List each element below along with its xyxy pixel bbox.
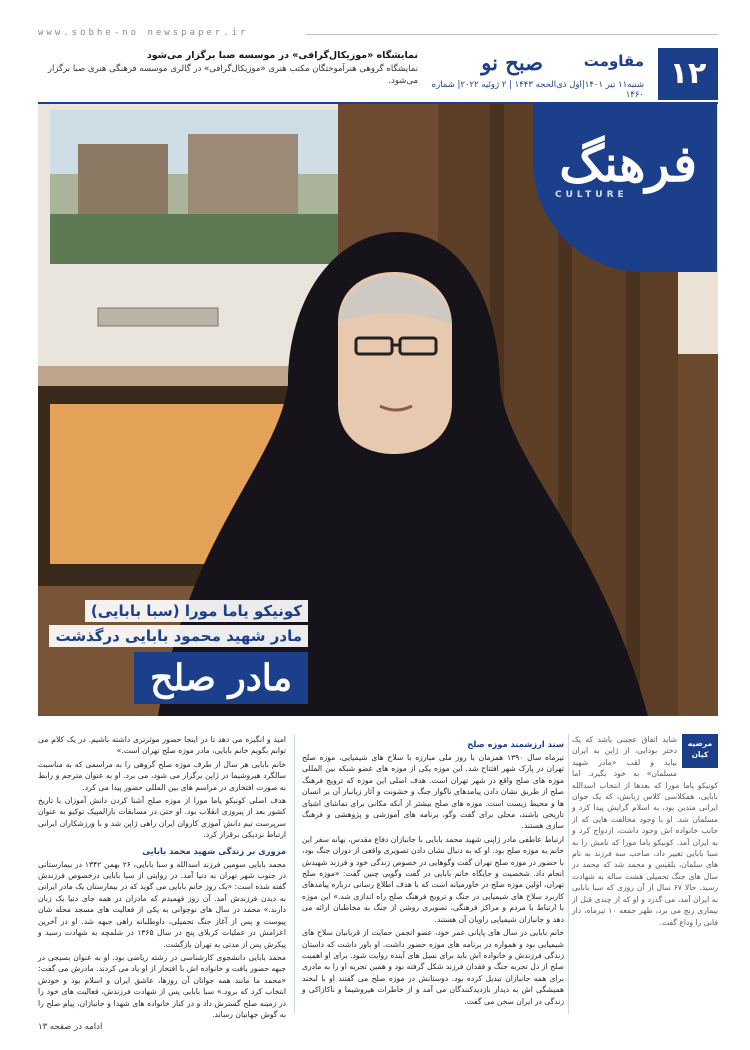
- top-rule: [306, 34, 718, 35]
- headline-block: [55, 600, 308, 704]
- body-paragraph: تیرماه سال ۱۳۹۰ همزمان با روز ملی مبارزه با سلاح های شیمیایی، موزه صلح تهران در پارک شهر افتتاح شد. این موزه یکی از موزه های عضو شبکه بین المللی موزه های صلح واقع در شهر تهران است. هدف اصلی این موزه که ترویج فرهنگ صلح از طریق نشان دادن پیامدهای ناگوار جنگ و خشونت و آثار زیانبار آن بر انسان ها و محیط زیست است. موزه های صلح بیشتر از آنکه مکانی برای تماشای اشیای تاریخی باشند، محلی برای گفت وگو، برنامه های آموزشی و پژوهشی و فرهنگ سازی هستند.: [302, 753, 565, 831]
- section-heading: سند ارزشمند موزه صلح: [467, 739, 564, 749]
- headline-subtitle: مادر شهید محمود بابایی درگذشت: [49, 625, 308, 647]
- column-divider: [294, 734, 295, 1014]
- body-paragraph: محمد بابایی دانشجوی کارشناسی در رشته ریاضی بود. او به عنوان بسیجی در جبهه حضور یافت و خانواده اش با افتخار از او یاد می کردند. مادرش می گفت: «محمد ما مانند همه جوانان آن روزها، عاشق ایران و اسلام بود و خودش انتخاب کرد که برود.» سبا بابایی پس از شهادت فرزندش، فعالیت های خود را در زمینه صلح گسترش داد و در کنار خانواده های شهدا و جانبازان، پیام صلح را به گوش جهانیان رساند.: [38, 952, 286, 1019]
- body-paragraph: ارتباط عاطفی مادر ژاپنی شهید محمد بابایی با جانبازان دفاع مقدس، بهانه سفر این خانم به موزه صلح بود. او که به دنبال نشان دادن تصویری واقعی از دوران جنگ بود، با حضور در موزه صلح تهران گفت وگوهایی در خصوص زندگی خود و فرزند شهیدش انجام داد. شخصیت و جایگاه خانم بابایی در گفت وگویی چنین گفت: «موزه صلح تهران، اولین موزه صلح در خاورمیانه است که با هدف اطلاع رسانی درباره پیامدهای کاربرد سلاح های شیمیایی در جنگ و ترویج فرهنگ صلح راه اندازی شد.» این موزه با ارتباط با مردم و مراکز فرهنگی، تصویری روشن از جنگ به مخاطبان ارائه می دهد و جانبازان شیمیایی راویان آن هستند.: [302, 834, 564, 924]
- article-column-middle: [302, 734, 564, 1014]
- body-paragraph: خانم بابایی در سال های پایانی عمر خود، عضو انجمن حمایت از قربانیان سلاح های شیمیایی بود و همواره در برنامه های موزه حضور داشت. او باور داشت که داستان زندگی فرزندش و خانواده اش باید برای نسل های آینده روایت شود. برای او اهمیت صلح از دل تجربه جنگ و فقدان فرزند شکل گرفته بود و همین تجربه او را به مادری برای همه جانبازان تبدیل کرده بود. دوستانش در موزه صلح می گفتند او با لبخند همیشگی اش به دیدار بازدیدکنندگان می آمد و از خاطرات هیروشیما و ناکازاکی و زندگی در ایران سخن می گفت.: [302, 928, 564, 1006]
- byline: مرضیه کیان: [682, 734, 718, 768]
- page-number: ۱۲: [658, 48, 718, 100]
- section-title: مقاومت: [583, 52, 644, 70]
- news-notice: [38, 50, 418, 87]
- headline-name: کونیکو یاما مورا (سبا بابایی): [85, 600, 308, 622]
- notice-title: نمایشگاه «موزیکال‌گرافی» در موسسه صبا برگزار می‌شود: [146, 50, 418, 61]
- intro-paragraph: شاید اتفاق عجیبی باشد که یک دختر بودایی، از ژاپن به ایران بیاید و لقب «مادر شهید مسلمان» به خود بگیرد. اما کونیکو یاما مورا که بعدها از انتخاب اسدالله بابایی، همکلاسی کلاس زبانش، که یک جوان ایرانی متدین بود، به اسلام گرایش پیدا کرد و مسلمان شد. او با وجود مخالفت هایی که از جانب خانواده اش وجود داشت، ازدواج کرد و به ایران آمد. کونیکو یاما مورا که نامش را به سبا بابایی تغییر داد، صاحب سه فرزند به نام های سلمان، بلقیس و محمد شد که محمد در سال های جنگ تحمیلی هشت ساله به شهادت رسید. حالا ۶۷ سال از آن روزی که سبا بابایی به ایران آمد، می گذرد و او که از چندی قبل از بیماری رنج می برد، ظهر جمعه ۱۰ تیرماه، دار فانی را وداع گفت.: [572, 735, 718, 927]
- site-url-text: www.sobhe-no newspaper.ir: [38, 28, 249, 38]
- article-column-left: [38, 734, 286, 1019]
- article-column-right: [572, 734, 718, 1014]
- dateline: شنبه۱۱ تیر ۱۴۰۱|اول ذی‌الحجه ۱۴۴۳ | ۲ ژوئیه ۲۰۲۲| شماره ۱۴۶۰: [431, 80, 644, 100]
- site-url: [38, 28, 718, 40]
- culture-title-en: CULTURE: [555, 190, 628, 200]
- newspaper-logo: صبح نو: [481, 50, 543, 75]
- masthead: [38, 46, 718, 104]
- body-paragraph: خانم بابایی هر سال از طرف موزه صلح گروهی را به مراسمی که به مناسبت سالگرد هیروشیما در ژاپن برگزار می شود، می برد. او به عنوان مترجم و رابط به صورت افتخاری در مراسم های بین المللی حضور پیدا می کرد.: [38, 759, 286, 792]
- column-divider: [568, 734, 569, 1014]
- culture-title-fa: فرهنگ: [559, 134, 697, 193]
- continued-link[interactable]: ادامه در صفحه ۱۳: [38, 1022, 103, 1032]
- headline-main: مادر صلح: [134, 652, 308, 704]
- body-paragraph: هدف اصلی کونیکو یاما مورا از موزه صلح آشنا کردن دانش آموزان با تاریخ کشور بعد از پیروزی انقلاب بود. او حتی در مسابقات بارالمپیک توکیو به عنوان سرپرست تیم دانش آموزی کاروان ایران راهی ژاپن شد و با ورزشکاران ایرانی ارتباط نزدیکی برقرار کرد.: [38, 796, 286, 840]
- notice-body: نمایشگاه گروهی هنرآموختگان مکتب هنری «موزیکال‌گرافی» در گالری موسسه فرهنگی هنری صبا برگزار می‌شود.: [47, 64, 418, 86]
- photo-side-band: [678, 354, 718, 716]
- section-heading: مروری بر زندگی شهید محمد بابایی: [142, 845, 286, 856]
- body-paragraph: امید و انگیزه می دهد تا در اینجا حضور موثرتری داشته باشیم. در یک کلام می توانم بگویم خانم بابایی، مادر موزه صلح تهران است.»: [38, 735, 286, 756]
- body-paragraph: محمد بابایی سومین فرزند اسدالله و سبا بابایی، ۲۶ بهمن ۱۳۴۲ در بیمارستانی در جنوب شهر تهران به دنیا آمد. در روایتی از سبا بابایی درخصوص فرزندش گفته شده است: «یک روز خانم بابایی می گوید که در بیمارستان یک مادر ایرانی به دیدن فرزندش آمد. آن روز فهمیدم که مادران در همه جای دنیا یک زبان دارند.» محمد در سال های نوجوانی به یکی از فعالیت های مسجد محله شان پیوست و پس از آغاز جنگ تحمیلی، داوطلبانه راهی جبهه شد. او در آخرین اعزامش در عملیات کربلای پنج در سال ۱۳۶۵ در شلمچه به شهادت رسید و پیکرش پس از مدتی به تهران بازگشت.: [38, 859, 286, 949]
